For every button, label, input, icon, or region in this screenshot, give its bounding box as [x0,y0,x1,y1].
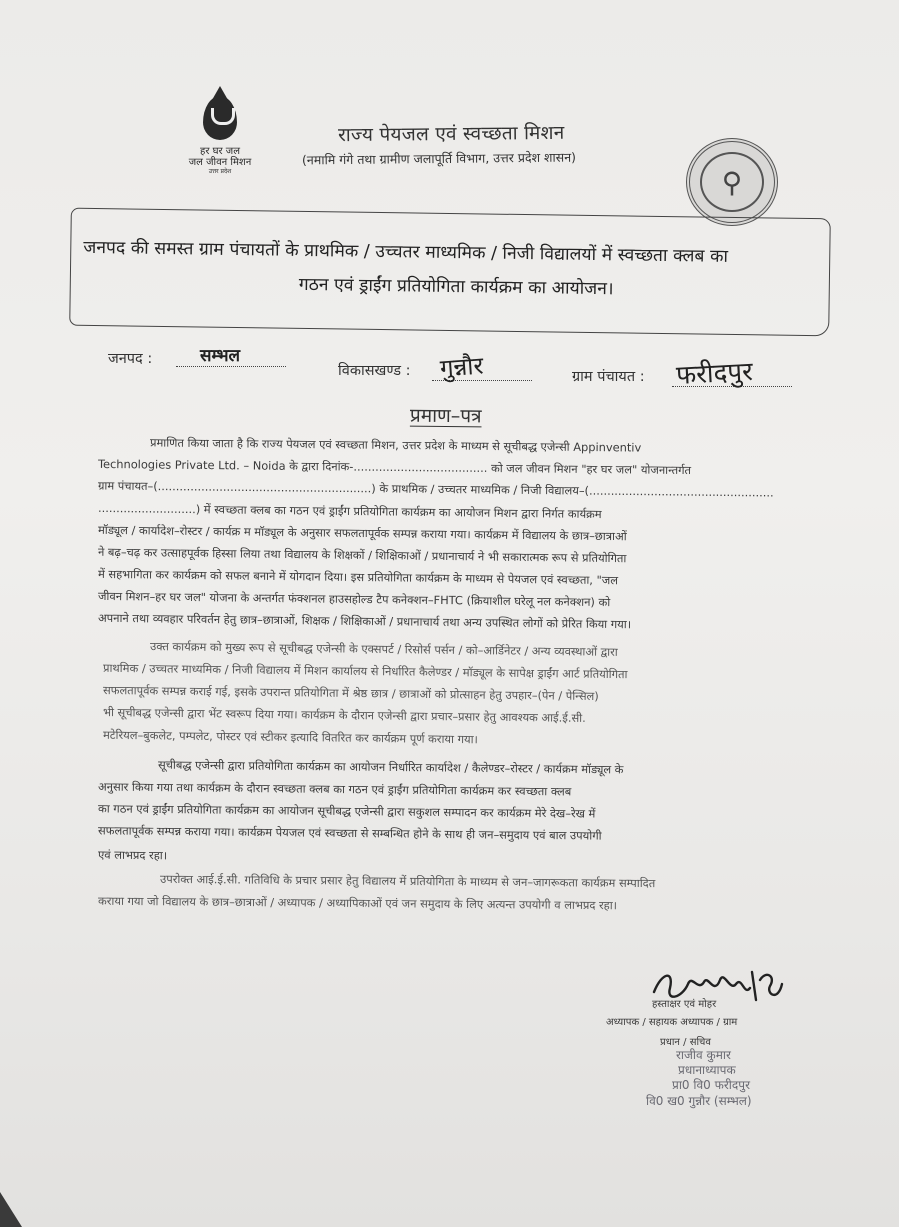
background-corner [0,1192,22,1227]
body-line-10: उक्त कार्यक्रम को मुख्य रूप से सूचीबद्ध एजेन्सी के एक्सपर्ट / रिसोर्स पर्सन / को–आर्डिनेटर / अन्य व्यवस्थाओं द्वारा [149,639,618,659]
district-label: जनपद : [108,351,153,367]
logo-line-1: हर घर जल [200,146,240,157]
stamp-line-3: प्रा0 वि0 फरीदपुर [672,1078,750,1092]
block-value: गुन्नौर [439,351,485,383]
body-line-21: कराया गया जो विद्यालय के छात्र–छात्राओं / अध्यापक / अध्यापिकाओं एवं जन समुदाय के लिए अत्यन्त उपयोगी व लाभप्रद रहा। [97,893,618,913]
body-line-17: का गठन एवं ड्राईंग प्रतियोगिता कार्यक्रम का आयोजन सूचीबद्ध एजेन्सी द्वारा सकुशल सम्पादन कर कार्यक्रम मेरे देख–रेख में [97,801,596,821]
body-line-4: ...........................) में स्वच्छता क्लब का गठन एवं ड्राईंग प्रतियोगिता कार्यक्रम का आयोजन मिशन द्वारा निर्गत कार्यक्रम [97,500,602,522]
jal-jeevan-mission-logo [185,96,255,176]
panchayat-label: ग्राम पंचायत : [572,369,645,385]
body-line-20: उपरोक्त आई.ई.सी. गतिविधि के प्रचार प्रसार हेतु विद्यालय में प्रतियोगिता के माध्यम से जन–जागरूकता कार्यक्रम सम्पादित [159,871,656,891]
program-title-box [69,208,831,337]
signatory-role-line-1: अध्यापक / सहायक अध्यापक / ग्राम [606,1017,738,1028]
logo-line-3: उत्तर प्रदेश [208,168,232,175]
program-title-line-2: गठन एवं ड्राईंग प्रतियोगिता कार्यक्रम का आयोजन। [298,274,614,300]
water-drop-icon [203,96,237,140]
body-line-3: ग्राम पंचायत–(...........................................................) के प्राथमिक / उच्चतर माध्यमिक / निजी विद्यालय–(................................................... [97,478,774,500]
body-line-1: प्रमाणित किया जाता है कि राज्य पेयजल एवं स्वच्छता मिशन, उत्तर प्रदेश के माध्यम से सूचीबद्ध एजेन्सी Appinventiv [149,435,642,455]
body-line-12: सफलतापूर्वक सम्पन्न कराई गई, इसके उपरान्त प्रतियोगिता में श्रेष्ठ छात्र / छात्राओं को प्रोत्साहन हेतु उपहार–(पेन / पेन्सिल) [102,682,599,704]
sign-seal-label: हस्ताक्षर एवं मोहर [652,999,717,1010]
body-line-11: प्राथमिक / उच्चतर माध्यमिक / निजी विद्यालय में मिशन कार्यालय से निर्धारित कैलेण्डर / मॉड्यूल के सापेक्ष ड्राईंग आर्ट प्रतियोगिता [102,660,628,682]
block-label: विकासखण्ड : [338,363,411,379]
body-line-14: मटेरियल–बुकलेट, पम्पलेट, पोस्टर एवं स्टीकर इत्यादि वितरित कर कार्यक्रम पूर्ण कराया गया। [102,727,479,747]
program-title-line-1: जनपद की समस्त ग्राम पंचायतों के प्राथमिक / उच्चतर माध्यमिक / निजी विद्यालयों में स्वच्छता क्लब का [83,237,729,267]
body-line-16: अनुसार किया गया तथा कार्यक्रम के दौरान स्वच्छता क्लब का गठन एवं ड्राईंग प्रतियोगिता कार्यक्रम कर स्वच्छता क्लब [97,779,572,799]
up-government-emblem [686,138,778,226]
district-field-line [176,366,286,367]
body-line-7: में सहभागिता कर कार्यक्रम को सफल बनाने में योगदान दिया। इस प्रतियोगिता कार्यक्रम के माध्यम से पेयजल एवं स्वच्छता, "जल [97,566,619,588]
body-line-2: Technologies Private Ltd. – Noida के द्वारा दिनांक-..................................... को जल जीवन मिशन "हर घर जल" योजनान्तर्गत [97,456,692,478]
mission-subtitle: (नमामि गंगे तथा ग्रामीण जलापूर्ति विभाग, उत्तर प्रदेश शासन) [301,149,577,168]
body-line-9: अपनाने तथा व्यवहार परिवर्तन हेतु छात्र–छात्राओं, शिक्षक / शिक्षिकाओं / प्रधानाचार्य तथा अन्य उपस्थित लोगों को प्रेरित किया गया। [97,610,632,632]
emblem-symbol-icon: ⚲ [700,152,764,212]
body-line-18: सफलतापूर्वक सम्पन्न कराया गया। कार्यक्रम पेयजल एवं स्वच्छता से सम्बन्धित होने के साथ ही जन–समुदाय एवं बाल उपयोगी [97,823,602,843]
body-line-5: मॉड्यूल / कार्यादेश–रोस्टर / कार्यक्र म मॉड्यूल के अनुसार सफलतापूर्वक सम्पन्न कराया गया। कार्यक्रम में विद्यालय के छात्र–छात्राओं [97,522,627,544]
body-line-13: भी सूचीबद्ध एजेन्सी द्वारा भेंट स्वरूप दिया गया। कार्यक्रम के दौरान एजेन्सी द्वारा प्रचार–प्रसार हेतु आवश्यक आई.ई.सी. [102,705,586,725]
mission-title: राज्य पेयजल एवं स्वच्छता मिशन [337,121,565,147]
logo-line-2: जल जीवन मिशन [188,157,252,168]
body-line-15: सूचीबद्ध एजेन्सी द्वारा प्रतियोगिता कार्यक्रम का आयोजन निर्धारित कार्यादेश / कैलेण्डर–रोस्टर / कार्यक्रम मॉड्यूल के [157,757,624,777]
stamp-line-1: राजीव कुमार [676,1048,731,1062]
district-value: सम्भल [200,346,241,366]
stamp-line-2: प्रधानाध्यापक [678,1063,736,1077]
body-line-8: जीवन मिशन–हर घर जल" योजना के अन्तर्गत फंक्शनल हाउसहोल्ड टैप कनेक्शन–FHTC (क्रियाशील घरेलू नल कनेक्शन) को [97,588,611,610]
body-line-19: एवं लाभप्रद रहा। [97,847,168,863]
signatory-role-line-2: प्रधान / सचिव [660,1037,711,1048]
body-line-6: ने बढ़–चढ़ कर उत्साहपूर्वक हिस्सा लिया तथा विद्यालय के शिक्षकों / शिक्षिकाओं / प्रधानाचार्य ने भी सकारात्मक रूप से प्रतियोगिता [97,544,627,566]
stamp-line-4: वि0 ख0 गुन्नौर (सम्भल) [646,1094,752,1108]
panchayat-value: फरीदपुर [675,357,754,391]
certificate-heading: प्रमाण–पत्र [409,404,482,428]
